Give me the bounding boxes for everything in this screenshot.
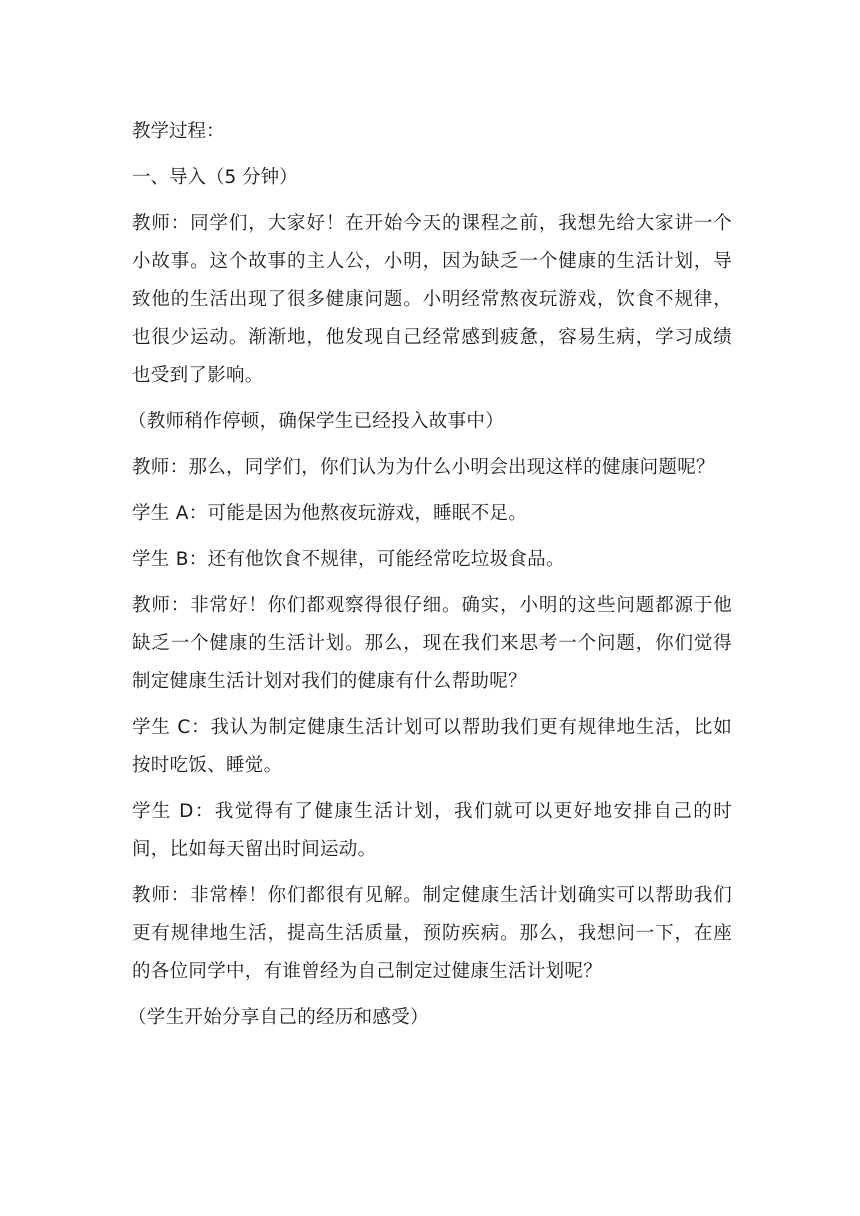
paragraph-teacher-story: 教师：同学们，大家好！在开始今天的课程之前，我想先给大家讲一个小故事。这个故事的主人公，小明，因为缺乏一个健康的生活计划，导致他的生活出现了很多健康问题。小明经常熬夜玩游戏，饮食不规律，也很少运动。渐渐地，他发现自己经常感到疲惫，容易生病，学习成绩也受到了影响。 xyxy=(132,213,732,386)
paragraph-stage-note-sharing: （学生开始分享自己的经历和感受） xyxy=(128,1007,429,1028)
section-heading: 一、导入（5 分钟） xyxy=(132,167,298,188)
paragraph-student-d: 学生 D：我觉得有了健康生活计划，我们就可以更好地安排自己的时间，比如每天留出时间运动。 xyxy=(132,801,732,860)
document-title: 教学过程： xyxy=(132,121,225,142)
document-page xyxy=(128,113,732,1045)
paragraph-teacher-response: 教师：非常好！你们都观察得很仔细。确实，小明的这些问题都源于他缺乏一个健康的生活计划。那么，现在我们来思考一个问题，你们觉得制定健康生活计划对我们的健康有什么帮助呢？ xyxy=(132,595,732,692)
paragraph-student-c: 学生 C：我认为制定健康生活计划可以帮助我们更有规律地生活，比如按时吃饭、睡觉。 xyxy=(132,717,732,776)
paragraph-teacher-praise: 教师：非常棒！你们都很有见解。制定健康生活计划确实可以帮助我们更有规律地生活，提高生活质量，预防疾病。那么，我想问一下，在座的各位同学中，有谁曾经为自己制定过健康生活计划呢？ xyxy=(132,885,732,982)
paragraph-student-a: 学生 A：可能是因为他熬夜玩游戏，睡眠不足。 xyxy=(132,503,528,524)
paragraph-stage-note: （教师稍作停顿，确保学生已经投入故事中） xyxy=(128,411,505,432)
paragraph-student-b: 学生 B：还有他饮食不规律，可能经常吃垃圾食品。 xyxy=(132,549,565,570)
paragraph-teacher-question: 教师：那么，同学们，你们认为为什么小明会出现这样的健康问题呢？ xyxy=(132,457,715,478)
